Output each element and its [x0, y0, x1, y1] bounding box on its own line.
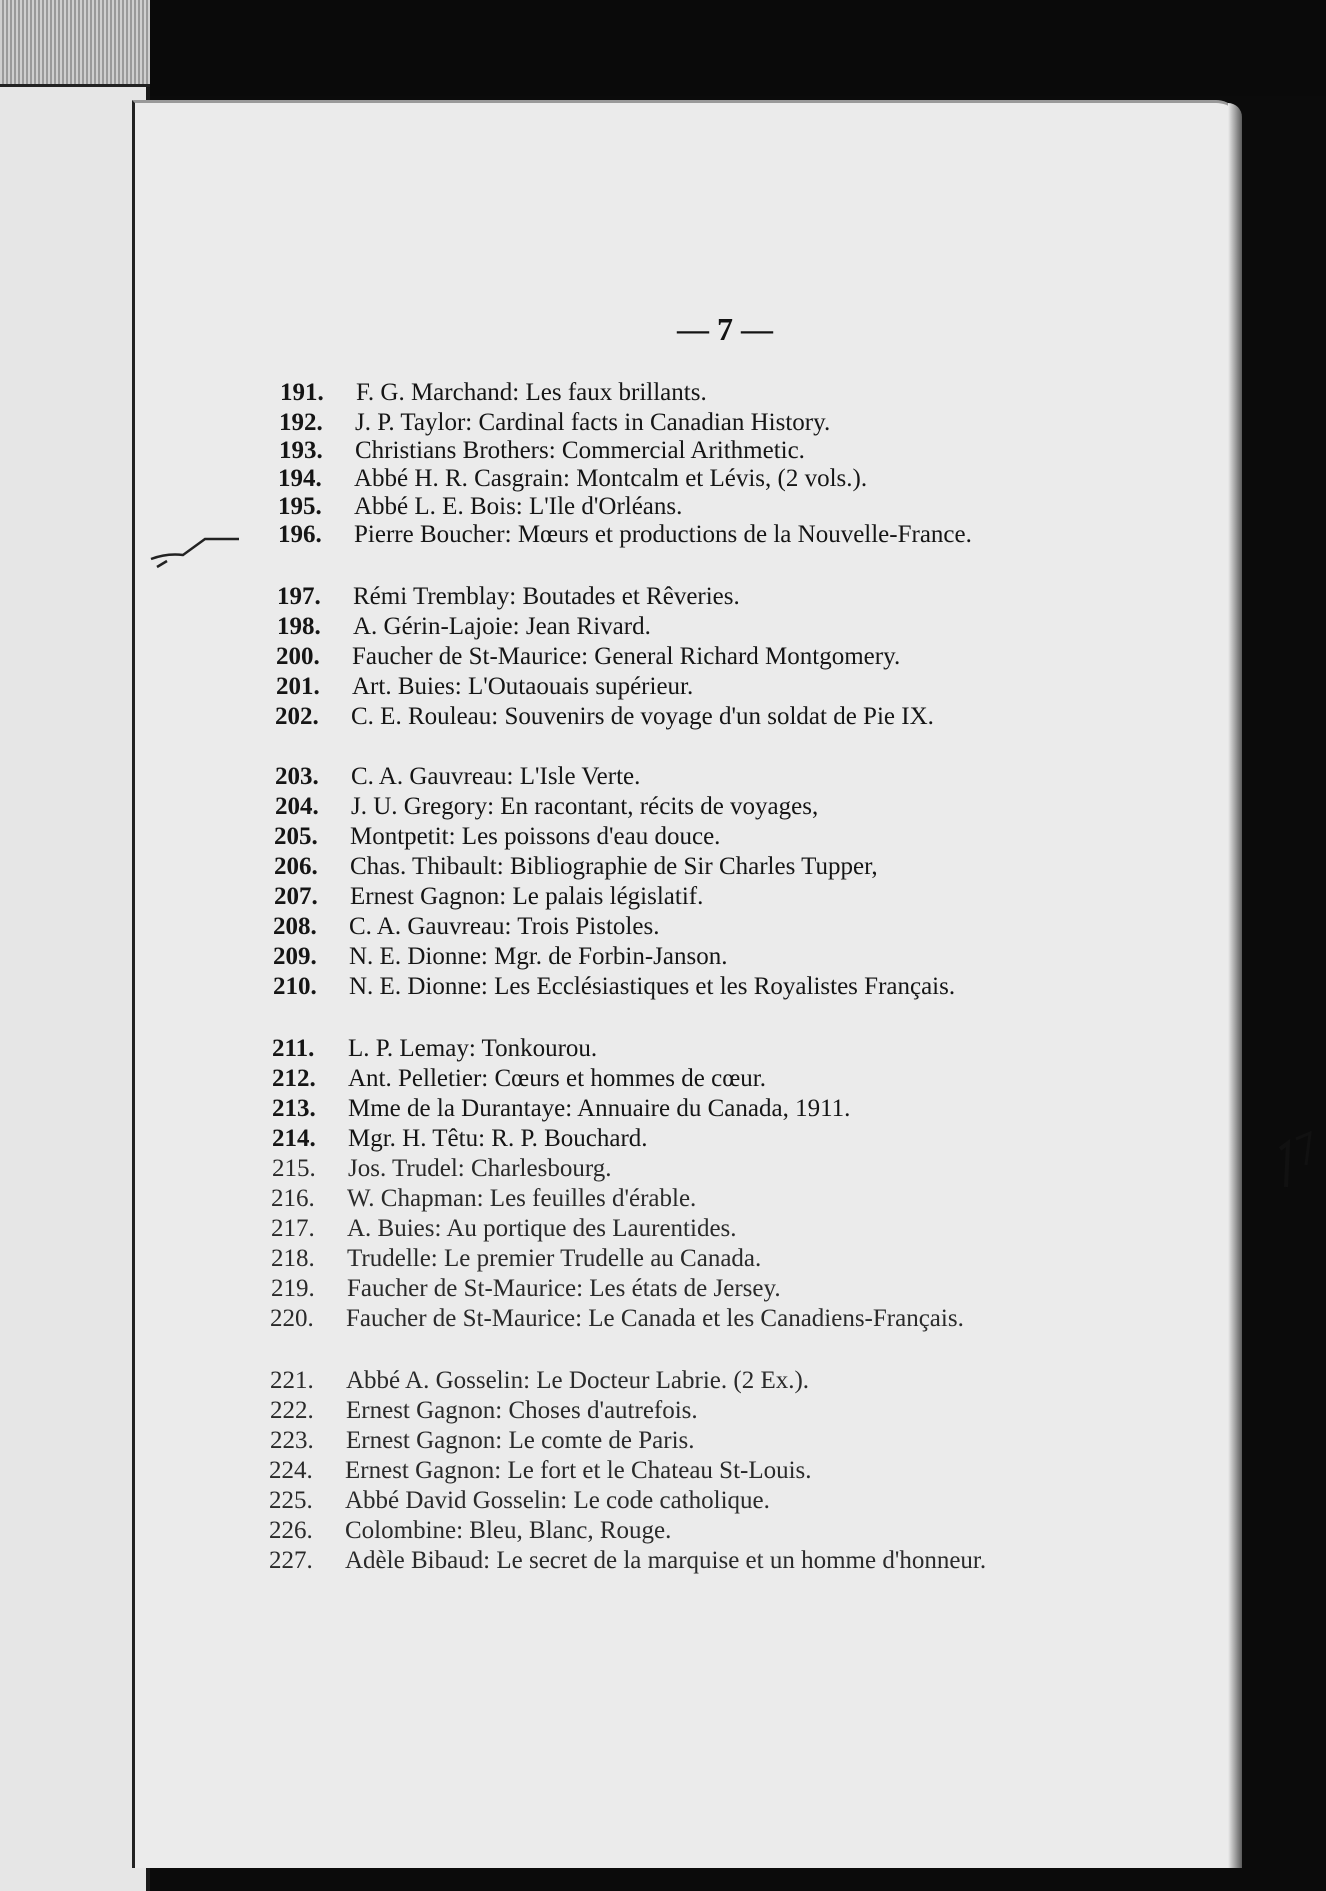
entry-text: Faucher de St-Maurice: Le Canada et les Canadiens-Français. — [346, 1305, 964, 1332]
list-item — [274, 853, 1070, 881]
entry-number: 193. — [279, 437, 323, 464]
entry-number: 227. — [269, 1547, 313, 1574]
entry-number: 206. — [274, 853, 318, 880]
list-item — [278, 465, 1074, 493]
entry-number: 215. — [272, 1155, 316, 1182]
list-item — [273, 913, 1069, 941]
previous-page-edge — [0, 0, 150, 1891]
entry-number: 204. — [275, 793, 319, 820]
list-item — [269, 1457, 1065, 1485]
entry-number: 225. — [269, 1487, 313, 1514]
list-item — [270, 1397, 1066, 1425]
entry-number: 214. — [272, 1125, 316, 1152]
entry-number: 198. — [277, 613, 321, 640]
entry-number: 220. — [270, 1305, 314, 1332]
entry-text: Abbé A. Gosselin: Le Docteur Labrie. (2 Ex.). — [346, 1367, 810, 1394]
catalogue-entries — [135, 103, 1245, 1871]
entry-number: 197. — [277, 583, 321, 610]
page-number: — 7 — — [677, 311, 773, 347]
entry-number: 219. — [271, 1275, 315, 1302]
entry-text: Colombine: Bleu, Blanc, Rouge. — [345, 1517, 672, 1544]
previous-page-corner — [0, 0, 150, 87]
entry-number: 201. — [276, 673, 320, 700]
entry-number: 226. — [269, 1517, 313, 1544]
list-item — [279, 409, 1075, 437]
list-item — [272, 1125, 1068, 1153]
list-item — [269, 1487, 1065, 1515]
entry-text: Chas. Thibault: Bibliographie de Sir Charles Tupper, — [350, 853, 878, 880]
entry-text: Ant. Pelletier: Cœurs et hommes de cœur. — [348, 1065, 766, 1092]
list-item — [272, 1155, 1068, 1183]
entry-text: Ernest Gagnon: Le comte de Paris. — [346, 1427, 695, 1454]
entry-number: 191. — [280, 379, 324, 406]
list-item — [271, 1215, 1067, 1243]
entry-text: Art. Buies: L'Outaouais supérieur. — [352, 673, 694, 700]
entry-text: Abbé David Gosselin: Le code catholique. — [345, 1487, 770, 1514]
list-item — [270, 1305, 1066, 1333]
entry-text: Mgr. H. Têtu: R. P. Bouchard. — [348, 1125, 648, 1152]
list-item — [276, 673, 1072, 701]
list-item — [272, 1035, 1068, 1063]
entry-text: A. Gérin-Lajoie: Jean Rivard. — [353, 613, 651, 640]
list-item — [280, 379, 1076, 407]
entry-number: 211. — [272, 1035, 315, 1062]
entry-text: C. A. Gauvreau: L'Isle Verte. — [351, 763, 641, 790]
list-item — [270, 1367, 1066, 1395]
list-item — [275, 703, 1071, 731]
catalogue-page — [132, 100, 1242, 1868]
entry-number: 210. — [273, 973, 317, 1000]
list-item — [271, 1245, 1067, 1273]
entry-number: 205. — [274, 823, 318, 850]
entry-text: W. Chapman: Les feuilles d'érable. — [347, 1185, 697, 1212]
list-item — [278, 521, 1074, 549]
list-item — [276, 643, 1072, 671]
list-item — [270, 1427, 1066, 1455]
entry-text: C. A. Gauvreau: Trois Pistoles. — [349, 913, 660, 940]
entry-text: C. E. Rouleau: Souvenirs de voyage d'un soldat de Pie IX. — [351, 703, 934, 730]
list-item — [275, 763, 1071, 791]
entry-number: 192. — [279, 409, 323, 436]
entry-number: 195. — [278, 493, 322, 520]
entry-text: Abbé L. E. Bois: L'Ile d'Orléans. — [354, 493, 683, 520]
list-item — [279, 437, 1075, 465]
list-item — [273, 943, 1069, 971]
entry-text: Pierre Boucher: Mœurs et productions de la Nouvelle-France. — [354, 521, 972, 548]
list-item — [269, 1517, 1065, 1545]
entry-number: 218. — [271, 1245, 315, 1272]
entry-number: 221. — [270, 1367, 314, 1394]
entry-text: Montpetit: Les poissons d'eau douce. — [350, 823, 721, 850]
list-item — [278, 493, 1074, 521]
list-item — [275, 793, 1071, 821]
entry-text: J. U. Gregory: En racontant, récits de voyages, — [351, 793, 819, 820]
entry-text: Christians Brothers: Commercial Arithmetic. — [355, 437, 805, 464]
entry-text: Mme de la Durantaye: Annuaire du Canada, 1911. — [348, 1095, 851, 1122]
entry-text: Trudelle: Le premier Trudelle au Canada. — [347, 1245, 762, 1272]
entry-text: Jos. Trudel: Charlesbourg. — [348, 1155, 612, 1182]
entry-text: Adèle Bibaud: Le secret de la marquise et un homme d'honneur. — [345, 1547, 987, 1574]
entry-number: 202. — [275, 703, 319, 730]
list-item — [272, 1065, 1068, 1093]
entry-number: 194. — [278, 465, 322, 492]
entry-number: 203. — [275, 763, 319, 790]
list-item — [272, 1095, 1068, 1123]
entry-number: 217. — [271, 1215, 315, 1242]
entry-text: Ernest Gagnon: Le fort et le Chateau St-Louis. — [345, 1457, 812, 1484]
entry-text: Ernest Gagnon: Choses d'autrefois. — [346, 1397, 698, 1424]
list-item — [277, 613, 1073, 641]
entry-text: J. P. Taylor: Cardinal facts in Canadian History. — [355, 409, 831, 436]
entry-text: Abbé H. R. Casgrain: Montcalm et Lévis, (2 vols.). — [354, 465, 868, 492]
list-item — [271, 1185, 1067, 1213]
entry-text: Faucher de St-Maurice: Les états de Jersey. — [347, 1275, 781, 1302]
entry-number: 209. — [273, 943, 317, 970]
list-item — [277, 583, 1073, 611]
entry-text: Rémi Tremblay: Boutades et Rêveries. — [353, 583, 740, 610]
entry-number: 223. — [270, 1427, 314, 1454]
entry-number: 222. — [270, 1397, 314, 1424]
entry-text: N. E. Dionne: Mgr. de Forbin-Janson. — [349, 943, 728, 970]
entry-number: 224. — [269, 1457, 313, 1484]
entry-number: 212. — [272, 1065, 316, 1092]
list-item — [274, 883, 1070, 911]
entry-number: 208. — [273, 913, 317, 940]
entry-text: Faucher de St-Maurice: General Richard Montgomery. — [352, 643, 901, 670]
entry-text: F. G. Marchand: Les faux brillants. — [356, 379, 707, 406]
entry-text: Ernest Gagnon: Le palais législatif. — [350, 883, 704, 910]
entry-number: 207. — [274, 883, 318, 910]
entry-number: 196. — [278, 521, 322, 548]
entry-number: 213. — [272, 1095, 316, 1122]
entry-number: 216. — [271, 1185, 315, 1212]
entry-number: 200. — [276, 643, 320, 670]
entry-text: N. E. Dionne: Les Ecclésiastiques et les Royalistes Français. — [349, 973, 956, 1000]
margin-pencil-mark — [1266, 1125, 1326, 1195]
entry-text: L. P. Lemay: Tonkourou. — [348, 1035, 598, 1062]
list-item — [273, 973, 1069, 1001]
list-item — [269, 1547, 1065, 1575]
list-item — [271, 1275, 1067, 1303]
list-item — [274, 823, 1070, 851]
entry-text: A. Buies: Au portique des Laurentides. — [347, 1215, 737, 1242]
scan-top-border — [0, 0, 1326, 96]
